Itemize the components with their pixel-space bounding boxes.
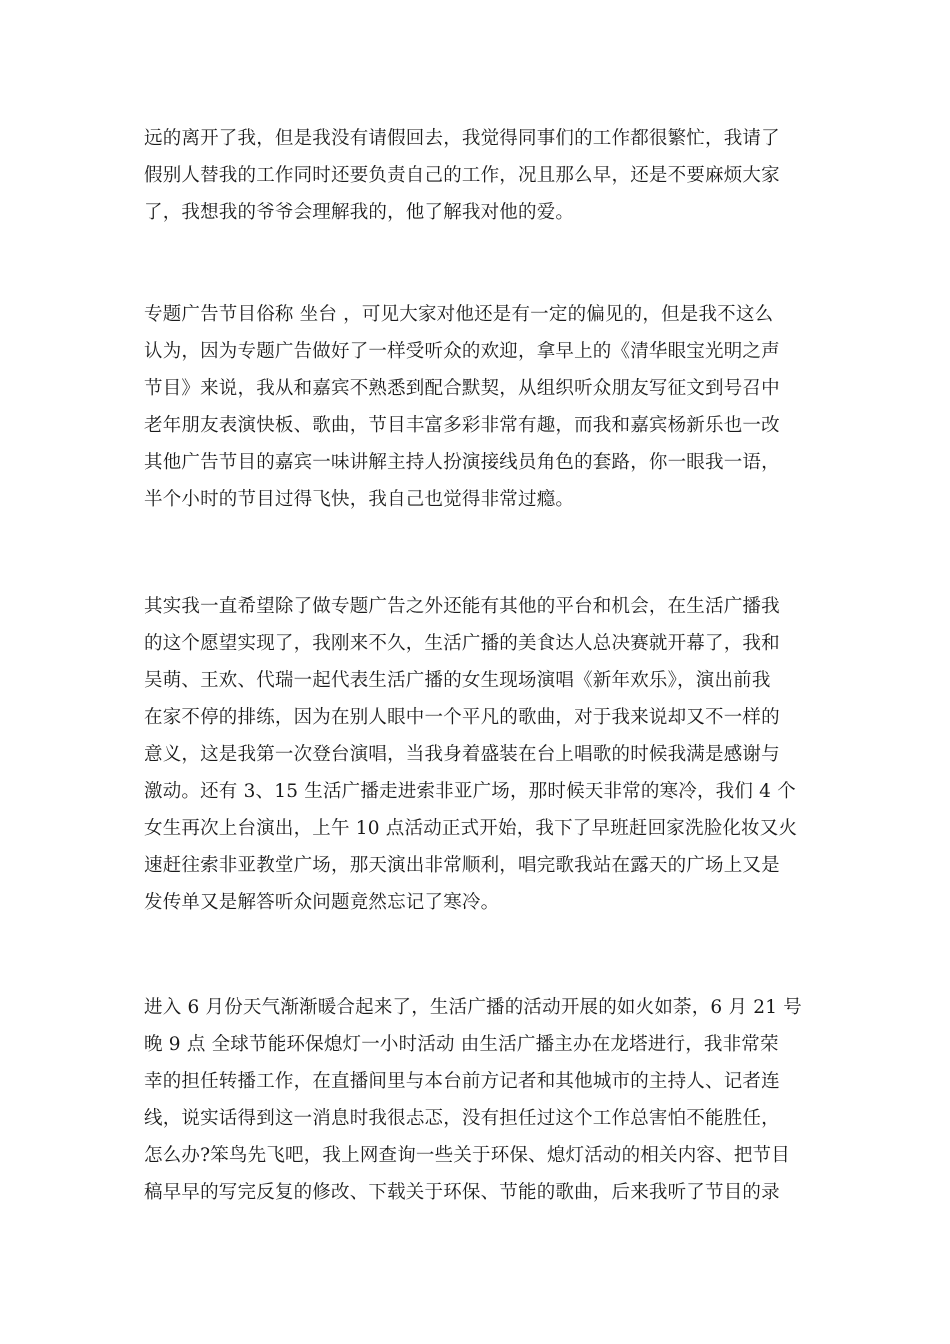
text-line: 意义，这是我第一次登台演唱，当我身着盛装在台上唱歌的时候我满是感谢与	[144, 744, 780, 765]
text-line: 节目》来说，我从和嘉宾不熟悉到配合默契，从组织听众朋友写征文到号召中	[144, 378, 780, 399]
text-line: 怎么办?笨鸟先飞吧，我上网查询一些关于环保、熄灯活动的相关内容、把节目	[144, 1145, 790, 1166]
text-line: 认为，因为专题广告做好了一样受听众的欢迎，拿早上的《清华眼宝光明之声	[144, 341, 780, 362]
text-line: 激动。还有 3、15 生活广播走进索非亚广场，那时候天非常的寒冷，我们 4 个	[144, 781, 796, 802]
text-line: 速赶往索非亚教堂广场，那天演出非常顺利，唱完歌我站在露天的广场上又是	[144, 855, 780, 876]
text-line: 线，说实话得到这一消息时我很忐忑，没有担任过这个工作总害怕不能胜任，	[144, 1108, 780, 1129]
text-line: 老年朋友表演快板、歌曲，节目丰富多彩非常有趣，而我和嘉宾杨新乐也一改	[144, 415, 780, 436]
text-line: 半个小时的节目过得飞快，我自己也觉得非常过瘾。	[144, 489, 575, 510]
text-line: 吴萌、王欢、代瑞一起代表生活广播的女生现场演唱《新年欢乐》，演出前我	[144, 670, 771, 691]
text-line: 其实我一直希望除了做专题广告之外还能有其他的平台和机会，在生活广播我	[144, 596, 780, 617]
paragraph-4	[144, 989, 808, 1211]
paragraph-2	[144, 296, 808, 518]
text-line: 假别人替我的工作同时还要负责自己的工作，况且那么早，还是不要麻烦大家	[144, 165, 780, 186]
text-line: 远的离开了我，但是我没有请假回去，我觉得同事们的工作都很繁忙，我请了	[144, 128, 780, 149]
text-line: 进入 6 月份天气渐渐暖合起来了，生活广播的活动开展的如火如荼，6 月 21 号	[144, 997, 802, 1018]
text-line: 专题广告节目俗称 坐台 ，可见大家对他还是有一定的偏见的，但是我不这么	[144, 304, 774, 325]
text-line: 在家不停的排练，因为在别人眼中一个平凡的歌曲，对于我来说却又不一样的	[144, 707, 780, 728]
text-line: 稿早早的写完反复的修改、下载关于环保、节能的歌曲，后来我听了节目的录	[144, 1182, 780, 1203]
paragraph-1	[144, 120, 808, 231]
text-line: 发传单又是解答听众问题竟然忘记了寒冷。	[144, 892, 500, 913]
text-line: 晚 9 点 全球节能环保熄灯一小时活动 由生活广播主办在龙塔进行，我非常荣	[144, 1034, 779, 1055]
text-line: 的这个愿望实现了，我刚来不久，生活广播的美食达人总决赛就开幕了，我和	[144, 633, 780, 654]
text-line: 了，我想我的爷爷会理解我的，他了解我对他的爱。	[144, 202, 575, 223]
paragraph-3	[144, 588, 808, 921]
text-line: 其他广告节目的嘉宾一味讲解主持人扮演接线员角色的套路，你一眼我一语，	[144, 452, 780, 473]
text-line: 幸的担任转播工作，在直播间里与本台前方记者和其他城市的主持人、记者连	[144, 1071, 780, 1092]
text-line: 女生再次上台演出，上午 10 点活动正式开始，我下了早班赶回家洗脸化妆又火	[144, 818, 798, 839]
